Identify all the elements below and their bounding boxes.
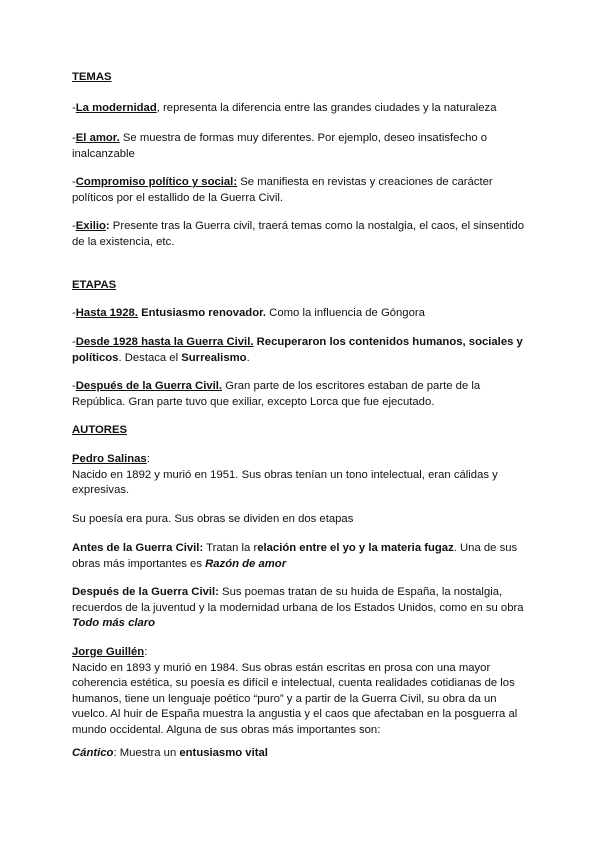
bullet-dash: - — [72, 380, 76, 392]
tema-term: Compromiso político y social: — [75, 176, 238, 188]
salinas-poesia: Su poesía era pura. Sus obras se dividen en dos etapas — [72, 513, 354, 525]
period-label: Después de la Guerra Civil: — [72, 586, 219, 598]
tema-modernidad — [72, 101, 532, 117]
work-text: : Muestra un — [113, 747, 180, 759]
etapa-text: Gran parte de los escritores estaban de parte de la República. Gran parte tuvo que exiliar, excepto Lorca que fue ejecutado. — [72, 380, 481, 408]
tema-text: Presente tras la Guerra civil, traerá temas como la nostalgia, el caos, el sinsentido de la existencia, etc. — [72, 220, 525, 248]
etapa-term: Desde 1928 hasta la Guerra Civil. — [75, 336, 254, 348]
bullet-dash: - — [72, 220, 76, 232]
etapa-bold-surrealismo: Surrealismo — [181, 351, 247, 364]
tema-amor — [72, 131, 532, 162]
author-bio: Nacido en 1893 y murió en 1984. Sus obras están escritas en prosa con una mayor coherencia estética, su poesía es difícil e intelectual, cuenta realidades cotidianas de los humanos, tiene un lenguaje poético “puro” y a partir de la Guerra Civil, su obra da un vuelco. Al huir de España muestra la angustia y el caos que afectaban en la posguerra al mundo occidental. Alguna de sus obras más importantes son: — [72, 661, 518, 736]
salinas-antes — [72, 541, 532, 572]
bullet-dash: - — [72, 176, 76, 188]
period-label: Antes de la Guerra Civil: — [72, 542, 204, 554]
etapa-text: Como la influencia de Góngora — [266, 307, 425, 319]
bullet-dash: - — [72, 102, 76, 114]
tema-text: , representa la diferencia entre las grandes ciudades y la naturaleza — [156, 102, 497, 114]
etapa-1928-guerra — [72, 335, 532, 366]
work-title: Razón de amor — [205, 557, 287, 570]
period-text-2: . Una de sus obras más importantes es — [72, 542, 518, 570]
tema-term: El amor. — [75, 132, 120, 144]
work-bold: entusiasmo vital — [179, 747, 268, 759]
autores-heading: AUTORES — [72, 424, 128, 436]
tema-compromiso — [72, 175, 532, 206]
etapa-bold: Recuperaron los contenidos humanos, sociales y políticos — [72, 336, 523, 364]
author-bio: Nacido en 1892 y murió en 1951. Sus obras tenían un tono intelectual, eran cálidas y expresivas. — [72, 468, 498, 497]
author-guillen — [72, 645, 532, 739]
author-name: Pedro Salinas — [72, 453, 147, 465]
salinas-despues — [72, 585, 532, 632]
guillen-cantico — [72, 746, 532, 762]
author-salinas — [72, 452, 532, 499]
etapa-1928 — [72, 306, 532, 322]
tema-colon: : — [105, 220, 110, 232]
bullet-dash: - — [72, 336, 76, 348]
etapa-term: Hasta 1928. — [75, 307, 138, 319]
tema-text: Se manifiesta en revistas y creaciones de carácter políticos por el estallido de la Guerra Civil. — [72, 176, 493, 204]
tema-term: La modernidad — [75, 102, 157, 114]
bullet-dash: - — [72, 307, 76, 319]
etapa-bold: Entusiasmo renovador. — [137, 307, 267, 319]
period-bold: elación entre el yo y la materia fugaz — [257, 542, 454, 554]
tema-exilio — [72, 219, 532, 250]
tema-text: Se muestra de formas muy diferentes. Por ejemplo, deseo insatisfecho o inalcanzable — [72, 132, 488, 160]
bullet-dash: - — [72, 132, 76, 144]
work-title: Cántico — [72, 747, 114, 759]
period-text: Tratan la r — [203, 542, 258, 554]
author-name: Jorge Guillén — [72, 646, 145, 658]
tema-term: Exilio — [75, 220, 106, 232]
author-colon: : — [144, 646, 148, 658]
etapa-despues — [72, 379, 532, 410]
etapas-heading: ETAPAS — [72, 279, 117, 291]
period-text: Sus poemas tratan de su huida de España, la nostalgia, recuerdos de la juventud y la modernidad urbana de los Estados Unidos, como en su obra — [72, 586, 524, 614]
etapa-term: Después de la Guerra Civil. — [75, 380, 223, 392]
etapa-end: . — [246, 351, 250, 364]
work-title: Todo más claro — [72, 617, 156, 630]
author-colon: : — [146, 453, 150, 465]
temas-heading: TEMAS — [72, 71, 112, 83]
etapa-text: . Destaca el — [118, 351, 182, 364]
